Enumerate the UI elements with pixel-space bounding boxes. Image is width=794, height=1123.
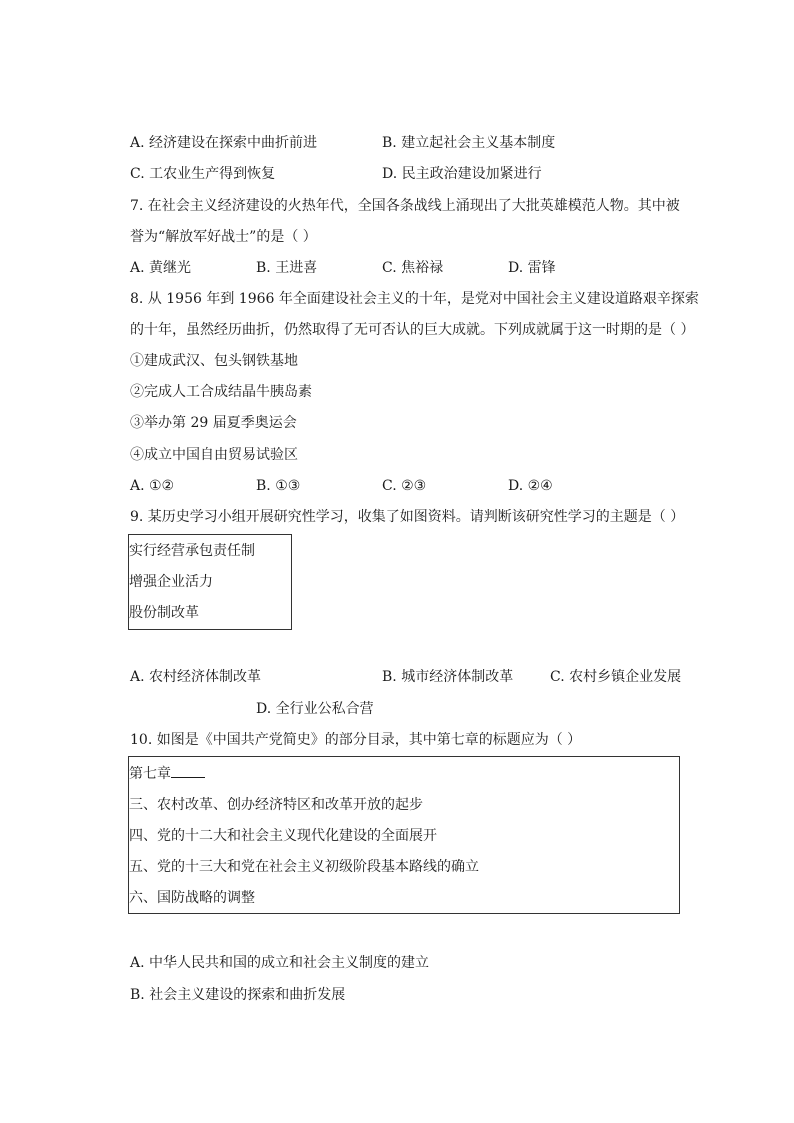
q8-item-4: ④成立中国自由贸易试验区 bbox=[130, 447, 298, 463]
q8-item-2: ②完成人工合成结晶牛胰岛素 bbox=[130, 384, 312, 400]
q8-option-d[interactable]: D. ②④ bbox=[508, 478, 553, 494]
q9-material-line: 实行经营承包责任制 bbox=[129, 543, 255, 559]
q7-option-b[interactable]: B. 王进喜 bbox=[256, 260, 318, 276]
q7-option-d[interactable]: D. 雷锋 bbox=[508, 260, 556, 276]
q10-toc-box bbox=[128, 756, 680, 914]
q10-option-a[interactable]: A. 中华人民共和国的成立和社会主义制度的建立 bbox=[130, 955, 430, 971]
q8-item-3: ③举办第 29 届夏季奥运会 bbox=[130, 415, 297, 431]
q8-stem-line2: 的十年，虽然经历曲折，仍然取得了无可否认的巨大成就。下列成就属于这一时期的是（ ） bbox=[130, 322, 695, 338]
q7-stem-line1: 7. 在社会主义经济建设的火热年代，全国各条战线上涌现出了大批英雄模范人物。其中被 bbox=[130, 198, 680, 214]
q8-option-a[interactable]: A. ①② bbox=[130, 478, 175, 494]
q8-item-1: ①建成武汉、包头钢铁基地 bbox=[130, 353, 298, 369]
q10-chapter-title bbox=[129, 763, 205, 784]
q10-option-b[interactable]: B. 社会主义建设的探索和曲折发展 bbox=[130, 987, 346, 1003]
q7-option-a[interactable]: A. 黄继光 bbox=[130, 260, 192, 276]
q9-stem: 9. 某历史学习小组开展研究性学习，收集了如图资料。请判断该研究性学习的主题是（ ） bbox=[130, 509, 685, 525]
q8-stem-line1: 8. 从 1956 年到 1966 年全面建设社会主义的十年，是党对中国社会主义建设道路艰辛探索 bbox=[130, 291, 699, 307]
q8-option-b[interactable]: B. ①③ bbox=[256, 478, 301, 494]
q9-option-c[interactable]: C. 农村乡镇企业发展 bbox=[550, 669, 682, 685]
q9-material-box bbox=[128, 534, 292, 630]
q6-option-a[interactable]: A. 经济建设在探索中曲折前进 bbox=[130, 135, 318, 151]
q10-toc-line: 四、党的十二大和社会主义现代化建设的全面展开 bbox=[129, 828, 437, 844]
q10-chapter-label: 第七章 bbox=[129, 766, 171, 782]
q9-option-b[interactable]: B. 城市经济体制改革 bbox=[382, 669, 514, 685]
q10-toc-line: 六、国防战略的调整 bbox=[129, 890, 255, 906]
q10-stem: 10. 如图是《中国共产党简史》的部分目录，其中第七章的标题应为（ ） bbox=[130, 732, 582, 748]
q10-toc-line: 三、农村改革、创办经济特区和改革开放的起步 bbox=[129, 797, 423, 813]
q10-toc-line: 五、党的十三大和党在社会主义初级阶段基本路线的确立 bbox=[129, 859, 479, 875]
q9-material-line: 增强企业活力 bbox=[129, 574, 213, 590]
q8-option-c[interactable]: C. ②③ bbox=[382, 478, 427, 494]
q6-option-c[interactable]: C. 工农业生产得到恢复 bbox=[130, 166, 276, 182]
q6-option-d[interactable]: D. 民主政治建设加紧进行 bbox=[382, 166, 542, 182]
q7-option-c[interactable]: C. 焦裕禄 bbox=[382, 260, 444, 276]
q6-option-b[interactable]: B. 建立起社会主义基本制度 bbox=[382, 135, 556, 151]
answer-blank bbox=[171, 763, 205, 778]
q9-option-d[interactable]: D. 全行业公私合营 bbox=[256, 701, 374, 717]
q9-option-a[interactable]: A. 农村经济体制改革 bbox=[130, 669, 262, 685]
q9-material-line: 股份制改革 bbox=[129, 605, 199, 621]
q7-stem-line2: 誉为“解放军好战士”的是（ ） bbox=[130, 229, 317, 245]
